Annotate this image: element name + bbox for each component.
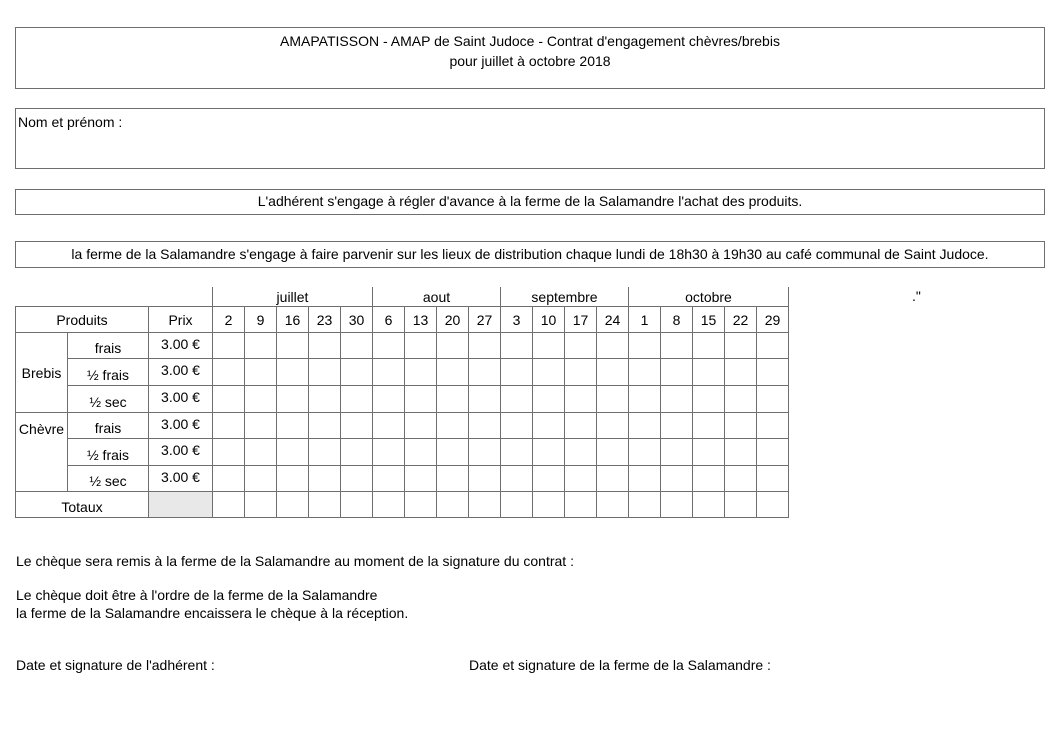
day-header: 16 <box>277 307 309 333</box>
product-type: ½ frais <box>68 439 149 466</box>
order-cell[interactable] <box>341 492 373 518</box>
order-cell[interactable] <box>341 359 373 386</box>
order-cell[interactable] <box>277 386 309 413</box>
order-cell[interactable] <box>533 466 565 492</box>
order-cell[interactable] <box>213 439 245 466</box>
order-cell[interactable] <box>757 359 789 386</box>
farm-engagement-box <box>15 241 1045 268</box>
order-cell[interactable] <box>277 333 309 359</box>
product-type: frais <box>68 333 149 359</box>
order-cell[interactable] <box>277 413 309 439</box>
order-cell[interactable] <box>693 466 725 492</box>
signature-member-label: Date et signature de l'adhérent : <box>16 657 215 673</box>
order-cell[interactable] <box>757 466 789 492</box>
contract-title-box <box>15 27 1045 89</box>
order-cell[interactable] <box>437 386 469 413</box>
order-cell[interactable] <box>693 492 725 518</box>
name-field-box[interactable] <box>15 108 1045 169</box>
order-cell[interactable] <box>597 359 629 386</box>
day-header: 2 <box>213 307 245 333</box>
month-august <box>373 287 501 307</box>
order-cell[interactable] <box>245 466 277 492</box>
order-cell[interactable] <box>693 439 725 466</box>
group-chevre: Chèvre <box>16 413 68 492</box>
day-header: 10 <box>533 307 565 333</box>
order-cell[interactable] <box>757 439 789 466</box>
month-label: septembre <box>531 288 598 305</box>
order-cell[interactable] <box>245 333 277 359</box>
order-cell[interactable] <box>757 492 789 518</box>
order-cell[interactable] <box>277 466 309 492</box>
month-label: juillet <box>276 288 309 305</box>
order-cell[interactable] <box>309 333 341 359</box>
order-cell[interactable] <box>405 413 437 439</box>
order-cell[interactable] <box>725 359 757 386</box>
day-header: 29 <box>757 307 789 333</box>
product-type: frais <box>68 413 149 439</box>
cheque-note-1: Le chèque sera remis à la ferme de la Salamandre au moment de la signature du contrat : <box>16 553 574 569</box>
day-header: 24 <box>597 307 629 333</box>
product-type: ½ sec <box>68 386 149 413</box>
order-cell[interactable] <box>469 386 501 413</box>
day-header: 3 <box>501 307 533 333</box>
order-cell[interactable] <box>661 492 693 518</box>
order-cell[interactable] <box>597 492 629 518</box>
order-cell[interactable] <box>693 386 725 413</box>
day-header: 17 <box>565 307 597 333</box>
order-cell[interactable] <box>309 386 341 413</box>
order-cell[interactable] <box>757 333 789 359</box>
product-type: ½ frais <box>68 359 149 386</box>
cheque-note-3: la ferme de la Salamandre encaissera le chèque à la réception. <box>16 605 409 621</box>
order-cell[interactable] <box>437 333 469 359</box>
month-september <box>501 287 629 307</box>
month-october <box>629 287 789 307</box>
order-cell[interactable] <box>661 466 693 492</box>
table-row <box>16 386 789 413</box>
order-cell[interactable] <box>373 359 405 386</box>
order-table <box>15 287 789 518</box>
cheque-note-2: Le chèque doit être à l'ordre de la ferme de la Salamandre <box>16 587 378 603</box>
order-cell[interactable] <box>405 466 437 492</box>
order-cell[interactable] <box>597 386 629 413</box>
product-price: 3.00 € <box>149 359 213 386</box>
order-cell[interactable] <box>405 359 437 386</box>
order-cell[interactable] <box>469 333 501 359</box>
order-cell[interactable] <box>629 333 661 359</box>
order-cell[interactable] <box>373 439 405 466</box>
order-cell[interactable] <box>725 492 757 518</box>
day-header: 30 <box>341 307 373 333</box>
order-cell[interactable] <box>341 413 373 439</box>
order-cell[interactable] <box>501 386 533 413</box>
order-cell[interactable] <box>213 333 245 359</box>
order-cell[interactable] <box>245 413 277 439</box>
month-july <box>213 287 373 307</box>
order-cell[interactable] <box>661 359 693 386</box>
order-cell[interactable] <box>565 359 597 386</box>
order-cell[interactable] <box>341 333 373 359</box>
header-price: Prix <box>149 307 213 333</box>
order-cell[interactable] <box>693 359 725 386</box>
order-cell[interactable] <box>629 492 661 518</box>
order-cell[interactable] <box>245 492 277 518</box>
order-cell[interactable] <box>309 492 341 518</box>
day-header-row <box>16 307 789 333</box>
order-cell[interactable] <box>469 359 501 386</box>
product-type: ½ sec <box>68 466 149 492</box>
order-cell[interactable] <box>565 466 597 492</box>
order-cell[interactable] <box>597 439 629 466</box>
table-row <box>16 439 789 466</box>
order-cell[interactable] <box>469 413 501 439</box>
order-cell[interactable] <box>661 439 693 466</box>
order-cell[interactable] <box>437 466 469 492</box>
order-cell[interactable] <box>309 413 341 439</box>
header-products: Produits <box>16 307 149 333</box>
order-cell[interactable] <box>469 492 501 518</box>
farm-engagement-text: la ferme de la Salamandre s'engage à faire parvenir sur les lieux de distribution chaque lundi de 18h30 à 19h30 au café communal de Saint Judoce. <box>71 246 989 262</box>
month-header-row <box>16 287 789 307</box>
day-header: 1 <box>629 307 661 333</box>
order-cell[interactable] <box>213 492 245 518</box>
order-cell[interactable] <box>629 439 661 466</box>
order-cell[interactable] <box>533 413 565 439</box>
order-cell[interactable] <box>597 333 629 359</box>
order-cell[interactable] <box>533 492 565 518</box>
order-cell[interactable] <box>213 413 245 439</box>
table-row <box>16 333 789 359</box>
order-cell[interactable] <box>661 386 693 413</box>
totals-row <box>16 492 789 518</box>
order-cell[interactable] <box>533 439 565 466</box>
order-cell[interactable] <box>757 413 789 439</box>
product-price: 3.00 € <box>149 439 213 466</box>
order-cell[interactable] <box>373 386 405 413</box>
order-cell[interactable] <box>597 413 629 439</box>
order-cell[interactable] <box>309 359 341 386</box>
order-cell[interactable] <box>277 439 309 466</box>
day-header: 22 <box>725 307 757 333</box>
engagement-text: L'adhérent s'engage à régler d'avance à la ferme de la Salamandre l'achat des produits. <box>257 193 803 209</box>
order-cell[interactable] <box>245 386 277 413</box>
order-cell[interactable] <box>725 413 757 439</box>
order-cell[interactable] <box>533 333 565 359</box>
order-cell[interactable] <box>405 492 437 518</box>
order-cell[interactable] <box>341 466 373 492</box>
order-cell[interactable] <box>437 492 469 518</box>
order-cell[interactable] <box>501 466 533 492</box>
order-cell[interactable] <box>661 413 693 439</box>
day-header: 9 <box>245 307 277 333</box>
day-header: 13 <box>405 307 437 333</box>
order-cell[interactable] <box>629 413 661 439</box>
order-cell[interactable] <box>373 492 405 518</box>
order-cell[interactable] <box>501 333 533 359</box>
totals-price-cell <box>149 492 213 518</box>
order-cell[interactable] <box>565 333 597 359</box>
order-cell[interactable] <box>725 466 757 492</box>
order-cell[interactable] <box>629 466 661 492</box>
order-cell[interactable] <box>309 466 341 492</box>
stray-quote-mark: ." <box>912 288 921 304</box>
order-cell[interactable] <box>693 413 725 439</box>
order-cell[interactable] <box>437 359 469 386</box>
order-cell[interactable] <box>661 333 693 359</box>
order-cell[interactable] <box>757 386 789 413</box>
day-header: 6 <box>373 307 405 333</box>
day-header: 15 <box>693 307 725 333</box>
order-cell[interactable] <box>437 413 469 439</box>
order-cell[interactable] <box>277 492 309 518</box>
order-cell[interactable] <box>213 386 245 413</box>
order-cell[interactable] <box>725 386 757 413</box>
day-header: 8 <box>661 307 693 333</box>
order-cell[interactable] <box>501 359 533 386</box>
month-label: aout <box>422 288 451 305</box>
order-cell[interactable] <box>373 333 405 359</box>
product-price: 3.00 € <box>149 413 213 439</box>
order-cell[interactable] <box>597 466 629 492</box>
order-cell[interactable] <box>725 439 757 466</box>
order-cell[interactable] <box>405 386 437 413</box>
order-cell[interactable] <box>405 333 437 359</box>
product-price: 3.00 € <box>149 386 213 413</box>
order-cell[interactable] <box>245 439 277 466</box>
signature-farm-label: Date et signature de la ferme de la Salamandre : <box>469 657 771 673</box>
order-cell[interactable] <box>629 386 661 413</box>
order-cell[interactable] <box>565 492 597 518</box>
order-cell[interactable] <box>629 359 661 386</box>
order-cell[interactable] <box>309 439 341 466</box>
table-row <box>16 466 789 492</box>
contract-title-line1: AMAPATISSON - AMAP de Saint Judoce - Contrat d'engagement chèvres/brebis <box>280 33 780 49</box>
month-label: octobre <box>685 288 732 305</box>
order-cell[interactable] <box>725 333 757 359</box>
product-price: 3.00 € <box>149 466 213 492</box>
order-cell[interactable] <box>373 466 405 492</box>
order-cell[interactable] <box>277 359 309 386</box>
order-cell[interactable] <box>245 359 277 386</box>
order-cell[interactable] <box>405 439 437 466</box>
day-header: 23 <box>309 307 341 333</box>
name-label: Nom et prénom : <box>18 114 123 130</box>
empty-corner <box>16 287 213 307</box>
order-cell[interactable] <box>533 386 565 413</box>
order-cell[interactable] <box>501 413 533 439</box>
table-row <box>16 413 789 439</box>
totals-label: Totaux <box>16 492 149 518</box>
order-cell[interactable] <box>565 439 597 466</box>
order-cell[interactable] <box>213 466 245 492</box>
engagement-box <box>15 189 1045 215</box>
order-cell[interactable] <box>373 413 405 439</box>
order-cell[interactable] <box>437 439 469 466</box>
order-cell[interactable] <box>213 359 245 386</box>
order-cell[interactable] <box>565 413 597 439</box>
order-cell[interactable] <box>693 333 725 359</box>
order-cell[interactable] <box>501 439 533 466</box>
day-header: 27 <box>469 307 501 333</box>
group-brebis: Brebis <box>16 333 68 413</box>
day-header: 20 <box>437 307 469 333</box>
contract-title-line2: pour juillet à octobre 2018 <box>449 53 611 69</box>
order-cell[interactable] <box>341 439 373 466</box>
order-cell[interactable] <box>565 386 597 413</box>
order-cell[interactable] <box>533 359 565 386</box>
order-cell[interactable] <box>469 466 501 492</box>
order-cell[interactable] <box>341 386 373 413</box>
order-cell[interactable] <box>469 439 501 466</box>
order-cell[interactable] <box>501 492 533 518</box>
product-price: 3.00 € <box>149 333 213 359</box>
table-row <box>16 359 789 386</box>
